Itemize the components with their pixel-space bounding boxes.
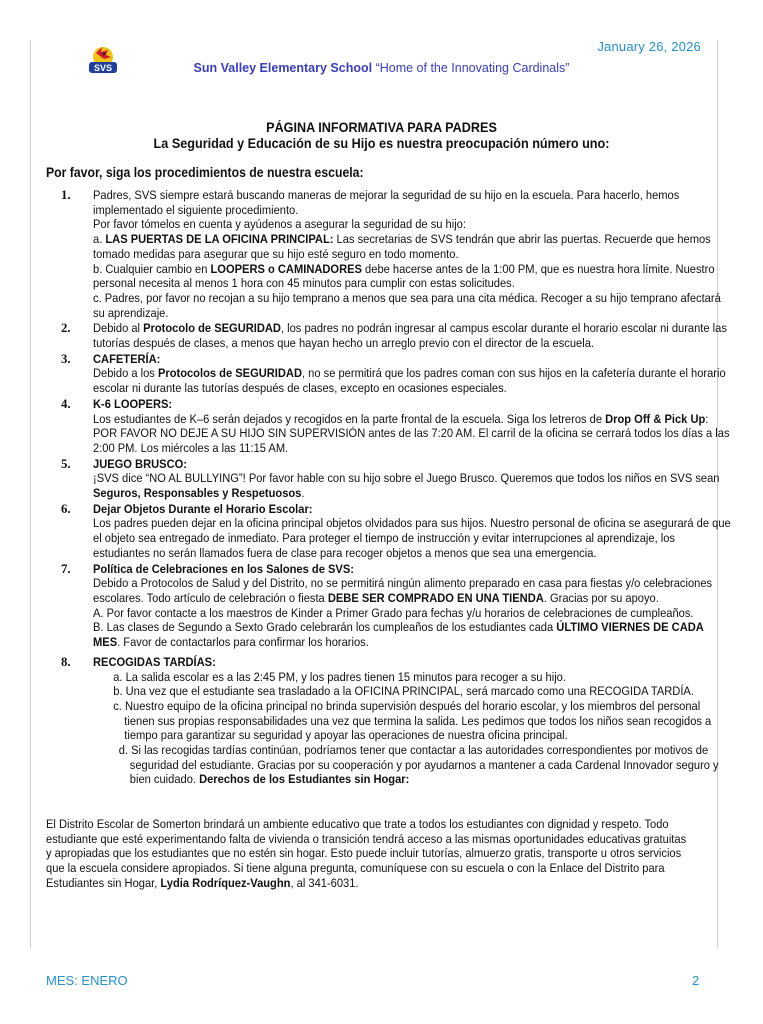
procedures-list xyxy=(45,188,731,787)
item-1-paragraph: Padres, SVS siempre estará buscando maneras de mejorar la seguridad de su hijo en la escuela. Para hacerlo, hemos implementado el siguiente procedimiento. xyxy=(93,188,680,217)
item-number: 7. xyxy=(61,561,71,576)
list-item-3 xyxy=(45,351,726,396)
item-number: 4. xyxy=(61,396,71,411)
item-8-heading: RECOGIDAS TARDÍAS: xyxy=(93,654,216,669)
title-line-1: PÁGINA INFORMATIVA PARA PADRES xyxy=(266,120,497,135)
item-1-sub-a: a. LAS PUERTAS DE LA OFICINA PRINCIPAL: Las secretarias de SVS tendrán que abrir las puertas. Recuerde que hemos tomado medidas para asegurar que su hijo esté seguro en todo momento. xyxy=(93,232,711,261)
school-header xyxy=(0,61,763,75)
item-7-text: Debido a Protocolos de Salud y del Distrito, no se permitirá ningún alimento preparado en casa para fiestas y/o celebraciones escolares. Todo artículo de celebración o fiesta DEBE SER COMPRADO EN UNA TIENDA. Gracias por su apoyo. xyxy=(93,576,713,605)
header-date: January 26, 2026 xyxy=(597,39,701,54)
list-item-2 xyxy=(45,321,727,351)
item-4-heading: K-6 LOOPERS: xyxy=(93,396,173,411)
item-number: 5. xyxy=(61,456,71,471)
liaison-name: Lydia Rodríquez-Vaughn xyxy=(160,875,291,890)
item-8-sub-c: c. Nuestro equipo de la oficina principal no brinda supervisión después del horario escolar, y los miembros del personal tienen sus propias responsabilidades una vez que termina la salida. Les pedimos que todos los niños sean recogidos a tiempo para garantizar su seguridad y apoyar las operaciones de nuestra oficina principal. xyxy=(113,698,712,743)
item-3-heading: CAFETERÍA: xyxy=(93,351,161,366)
page-number: 2 xyxy=(692,973,700,988)
list-item-4 xyxy=(45,396,730,456)
school-motto: “Home of the Innovating Cardinals” xyxy=(375,61,570,75)
item-number: 3. xyxy=(61,351,71,366)
item-number: 2. xyxy=(61,321,71,336)
list-item-7 xyxy=(45,561,713,650)
left-margin-rule xyxy=(30,40,31,948)
item-1-sub-c: c. Padres, por favor no recojan a su hijo temprano a menos que sea para una cita médica. Recoger a su hijo temprano afectará su aprendizaje. xyxy=(93,290,721,320)
school-name: Sun Valley Elementary School xyxy=(193,61,373,75)
item-number: 6. xyxy=(61,501,71,516)
item-number: 1. xyxy=(61,188,71,202)
item-1-sub-b: b. Cualquier cambio en LOOPERS o CAMINADORES debe hacerse antes de la 1:00 PM, que es nuestra hora límite. Nuestro personal necesita al menos 1 hora con 45 minutos para cumplir con estas solicitudes. xyxy=(93,261,715,291)
item-4-text: Los estudiantes de K–6 serán dejados y recogidos en la parte frontal de la escuela. Siga los letreros de Drop Off & Pick Up: POR FAVOR NO DEJE A SU HIJO SIN SUPERVISIÓN antes de las 7:20 AM. El carril de la oficina se cerrará todos los días a las 2:00 PM. Los miércoles a las 11:15 AM. xyxy=(93,411,730,455)
item-5-heading: JUEGO BRUSCO: xyxy=(93,456,187,471)
item-8-sub-d: d. Si las recogidas tardías continúan, podríamos tener que contactar a las autoridades correspondientes por motivos de seguridad del estudiante. Gracias por su cooperación y por ayudarnos a mantener a cada Cardenal Innovador seguro y bien cuidado. Derechos de los Estudiantes sin Hogar: xyxy=(118,743,719,787)
intro-heading: Por favor, siga los procedimientos de nuestra escuela: xyxy=(46,165,364,180)
list-item-8 xyxy=(45,654,719,787)
page-title xyxy=(27,120,737,152)
footer-month: MES: ENERO xyxy=(46,973,128,988)
homeless-rights-paragraph: El Distrito Escolar de Somerton brindará un ambiente educativo que trate a todos los estudiantes con dignidad y respeto. Todo estudiante que esté experimentando falta de vivienda o transición tendrá acceso a las mismas oportunidades educativas gratuitas y apropiadas que los estudiantes que no estén sin hogar. Esto puede incluir tutorías, almuerzo gratis, transporte u otros servicios que la escuela considere apropiados. Si tiene alguna pregunta, comuníquese con su escuela o con la Enlace del Distrito para Estudiantes sin Hogar, Lydia Rodríquez-Vaughn, al 341-6031. xyxy=(46,817,687,890)
logo-text: SVS xyxy=(93,63,113,73)
item-6-heading: Dejar Objetos Durante el Horario Escolar: xyxy=(93,501,313,516)
list-item-5 xyxy=(45,456,720,501)
item-2-text: Debido al Protocolo de SEGURIDAD, los padres no podrán ingresar al campus escolar durante el horario escolar ni durante las tutorías después de clases, a menos que hayan hecho un arreglo previo con el director de la escuela. xyxy=(93,321,727,351)
item-7-heading: Política de Celebraciones en los Salones de SVS: xyxy=(93,561,354,576)
list-item-6 xyxy=(45,501,731,561)
item-7-sub-b: B. Las clases de Segundo a Sexto Grado celebrarán los cumpleaños de los estudiantes cada ÚLTIMO VIERNES DE CADA MES. Favor de contactarlos para confirmar los horarios. xyxy=(93,620,704,650)
title-line-2: La Seguridad y Educación de su Hijo es nuestra preocupación número uno: xyxy=(153,136,610,151)
item-1-prompt: Por favor tómelos en cuenta y ayúdenos a asegurar la seguridad de su hijo: xyxy=(93,217,466,232)
item-number: 8. xyxy=(61,654,71,669)
item-5-text: ¡SVS dice “NO AL BULLYING”! Por favor hable con su hijo sobre el Juego Brusco. Queremos que todos los niños en SVS sean Seguros, Responsables y Respetuosos. xyxy=(93,471,720,501)
item-7-sub-a: A. Por favor contacte a los maestros de Kinder a Primer Grado para fechas y/u horarios de celebraciones de cumpleaños. xyxy=(93,605,694,620)
item-8-sub-a: a. La salida escolar es a las 2:45 PM, y los padres tienen 15 minutos para recoger a su hijo. xyxy=(113,669,566,684)
item-8-sub-b: b. Una vez que el estudiante sea trasladado a la OFICINA PRINCIPAL, será marcado como una RECOGIDA TARDÍA. xyxy=(113,684,694,699)
item-3-text: Debido a los Protocolos de SEGURIDAD, no se permitirá que los padres coman con sus hijos en la cafetería durante el horario escolar ni durante las tutorías después de clases, excepto en ocasiones especiales. xyxy=(93,366,726,396)
item-6-text: Los padres pueden dejar en la oficina principal objetos olvidados para sus hijos. Nuestro personal de oficina se asegurará de que el objeto sea entregado de inmediato. Para proteger el tiempo de instrucción y evitar interrupciones al aprendizaje, los estudiantes no serán llamados fuera de clase para recoger objetos a menos que sea una emergencia. xyxy=(93,516,731,560)
list-item-1 xyxy=(45,188,721,320)
